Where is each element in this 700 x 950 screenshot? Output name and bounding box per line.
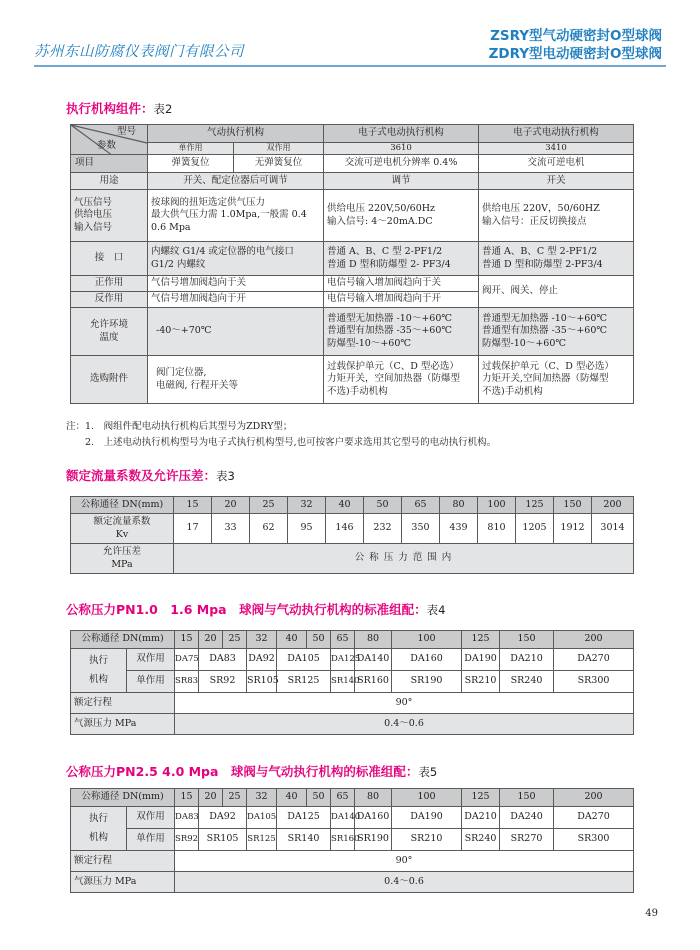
dn-cell: 32: [288, 497, 326, 514]
ambient-3410: 普通型无加热器 -10～+60℃ 普通型有加热器 -35～+60℃ 防爆型-10～+60℃: [479, 308, 634, 356]
port-pneumatic: 内螺纹 G1/4 或定位器的电气接口 G1/2 内螺纹: [148, 242, 324, 276]
actuator-model-cell: SR140: [331, 671, 355, 693]
dn-cell: 25: [223, 631, 247, 649]
pn25-actuator-table: [70, 788, 634, 893]
dn-cell: 25: [250, 497, 288, 514]
actuator-model-cell: DA160: [355, 807, 392, 829]
actuator-model-cell: SR105: [199, 829, 247, 851]
actuator-model-cell: SR240: [462, 829, 500, 851]
dn-cell: 65: [402, 497, 440, 514]
product-title-pneumatic: ZSRY型气动硬密封O型球阀: [490, 28, 662, 44]
ambient-pneumatic: -40～+70℃: [148, 308, 324, 356]
table-number: 表4: [426, 603, 446, 617]
double-acting-label: 双作用: [127, 807, 175, 829]
stroke-label: 额定行程: [71, 851, 175, 872]
sub-header-3610: 3610: [324, 143, 479, 155]
supply-3610: 供给电压 220V,50/60Hz 输入信号: 4～20mA.DC: [324, 190, 479, 242]
double-acting-label: 双作用: [127, 649, 175, 671]
dn-cell: 65: [331, 631, 355, 649]
table-number: 表2: [153, 102, 173, 116]
table-number: 表5: [418, 765, 438, 779]
dn-cell: 40: [326, 497, 364, 514]
section-title-text: 额定流量系数及允许压差：: [66, 468, 217, 483]
section-title-actuator: [66, 99, 172, 117]
dn-cell: 25: [223, 789, 247, 807]
actuator-model-cell: SR160: [355, 671, 392, 693]
pressure-diff-label: 允许压差 MPa: [71, 544, 174, 574]
actuator-model-cell: DA270: [554, 807, 634, 829]
actuator-model-cell: DA105: [247, 807, 277, 829]
kv-cell: 439: [440, 514, 478, 544]
actuator-model-cell: DA140: [331, 807, 355, 829]
actuator-model-cell: DA160: [392, 649, 462, 671]
page-number: 49: [645, 908, 658, 919]
motor-3410-cell: 交流可逆电机: [479, 155, 634, 173]
single-acting-label: 单作用: [127, 671, 175, 693]
actuator-model-cell: DA190: [462, 649, 500, 671]
actuator-model-cell: DA92: [247, 649, 277, 671]
air-supply-label: 气源压力 MPa: [71, 872, 175, 893]
actuator-model-cell: DA75: [175, 649, 199, 671]
dn-cell: 20: [199, 789, 223, 807]
dn-cell: 125: [462, 789, 500, 807]
actuator-model-cell: DA140: [355, 649, 392, 671]
dn-cell: 80: [355, 789, 392, 807]
company-name: 苏州东山防腐仪表阀门有限公司: [34, 44, 244, 60]
row-label-item: 项目: [71, 155, 148, 173]
actuator-model-cell: SR210: [462, 671, 500, 693]
port-3410: 普通 A、B、C 型 2-PF1/2 普通 D 型和防爆型 2-PF3/4: [479, 242, 634, 276]
actuator-model-cell: SR270: [500, 829, 554, 851]
stroke-value: 90°: [175, 851, 634, 872]
dn-label: 公称通径 DN(mm): [71, 789, 175, 807]
note-1: 注：1. 阀组件配电动执行机构后其型号为ZDRY型；: [66, 421, 293, 432]
air-supply-value: 0.4～0.6: [175, 714, 634, 735]
kv-cell: 1205: [516, 514, 554, 544]
spring-return-cell: 弹簧复位: [148, 155, 234, 173]
dn-cell: 100: [478, 497, 516, 514]
use-pneumatic: 开关、配定位器后可调节: [148, 173, 324, 190]
actuator-label: 执行 机构: [71, 649, 127, 693]
motor-3610-cell: 交流可逆电机分辨率 0.4%: [324, 155, 479, 173]
actuator-model-cell: SR92: [175, 829, 199, 851]
kv-cell: 62: [250, 514, 288, 544]
section-title-pn10: [66, 600, 445, 618]
dn-cell: 100: [392, 789, 462, 807]
kv-label: 额定流量系数 Kv: [71, 514, 174, 544]
dn-cell: 125: [516, 497, 554, 514]
dn-cell: 100: [392, 631, 462, 649]
header-rule: [34, 65, 666, 67]
air-supply-label: 气源压力 MPa: [71, 714, 175, 735]
actuator-model-cell: DA83: [199, 649, 247, 671]
corner-param-label: 参数: [97, 140, 117, 151]
actuator-model-cell: SR160: [331, 829, 355, 851]
actuator-model-cell: SR190: [355, 829, 392, 851]
sub-header-single: 单作用: [148, 143, 234, 155]
row-label-ambient: 允许环境 温度: [71, 308, 148, 356]
pressure-diff-value: 公 称 压 力 范 围 内: [174, 544, 634, 574]
stroke-label: 额定行程: [71, 693, 175, 714]
supply-3410: 供给电压 220V，50/60HZ 输入信号：正反切换接点: [479, 190, 634, 242]
actuator-model-cell: DA270: [554, 649, 634, 671]
dn-cell: 200: [592, 497, 634, 514]
direct-electric: 电信号输入增加阀趋向于关: [324, 276, 479, 292]
dn-cell: 20: [199, 631, 223, 649]
dn-cell: 65: [331, 789, 355, 807]
actuator-label: 执行 机构: [71, 807, 127, 851]
actuator-model-cell: SR140: [277, 829, 331, 851]
kv-cell: 232: [364, 514, 402, 544]
actuator-model-cell: SR125: [247, 829, 277, 851]
actuator-model-cell: DA125: [277, 807, 331, 829]
actuator-model-cell: SR300: [554, 829, 634, 851]
col-header-pneumatic: 气动执行机构: [148, 125, 324, 143]
dn-cell: 200: [554, 631, 634, 649]
row-label-supply: 气压信号 供给电压 输入信号: [71, 190, 148, 242]
pn10-actuator-table: [70, 630, 634, 735]
dn-cell: 32: [247, 631, 277, 649]
dn-cell: 40: [277, 631, 307, 649]
kv-cell: 33: [212, 514, 250, 544]
actuator-model-cell: DA105: [277, 649, 331, 671]
actuator-model-cell: SR300: [554, 671, 634, 693]
actuator-model-cell: DA210: [462, 807, 500, 829]
onoff-electric: 阀开、阀关、停止: [479, 276, 634, 308]
row-label-port: 接 口: [71, 242, 148, 276]
dn-cell: 80: [355, 631, 392, 649]
table-corner-header: [71, 125, 148, 155]
row-label-use: 用途: [71, 173, 148, 190]
actuator-model-cell: SR92: [199, 671, 247, 693]
single-acting-label: 单作用: [127, 829, 175, 851]
no-spring-return-cell: 无弹簧复位: [234, 155, 324, 173]
section-title-text: 公称压力PN2.5 4.0 Mpa 球阀与气动执行机构的标准组配：: [66, 764, 419, 779]
section-title-text: 公称压力PN1.0 1.6 Mpa 球阀与气动执行机构的标准组配：: [66, 602, 427, 617]
dn-cell: 50: [364, 497, 402, 514]
section-title-flow: [66, 466, 235, 484]
product-title-electric: ZDRY型电动硬密封O型球阀: [488, 46, 662, 62]
kv-cell: 17: [174, 514, 212, 544]
dn-cell: 200: [554, 789, 634, 807]
reverse-pneumatic: 气信号增加阀趋向于开: [148, 292, 324, 308]
row-label-accessories: 选购附件: [71, 356, 148, 404]
section-title-text: 执行机构组件：: [66, 101, 154, 116]
direct-pneumatic: 气信号增加阀趋向于关: [148, 276, 324, 292]
actuator-model-cell: DA92: [199, 807, 247, 829]
port-3610: 普通 A、B、C 型 2-PF1/2 普通 D 型和防爆型 2- PF3/4: [324, 242, 479, 276]
dn-cell: 15: [174, 497, 212, 514]
col-header-electric-3410: 电子式电动执行机构: [479, 125, 634, 143]
actuator-components-table: [70, 124, 634, 404]
accessories-3610: 过载保护单元（C、D 型必选） 力矩开关，空间加热器（防爆型 不选)手动机构: [324, 356, 479, 404]
actuator-model-cell: DA83: [175, 807, 199, 829]
kv-cell: 1912: [554, 514, 592, 544]
flow-coefficient-table: [70, 496, 634, 574]
sub-header-3410: 3410: [479, 143, 634, 155]
kv-cell: 95: [288, 514, 326, 544]
dn-cell: 15: [175, 631, 199, 649]
section-title-pn25: [66, 762, 437, 780]
reverse-electric: 电信号输入增加阀趋向于开: [324, 292, 479, 308]
corner-model-label: 型号: [117, 126, 137, 137]
kv-cell: 350: [402, 514, 440, 544]
actuator-model-cell: SR240: [500, 671, 554, 693]
dn-label: 公称通径 DN(mm): [71, 631, 175, 649]
use-3410: 开关: [479, 173, 634, 190]
accessories-pneumatic: 阀门定位器, 电磁阀, 行程开关等: [148, 356, 324, 404]
actuator-model-cell: DA190: [392, 807, 462, 829]
kv-cell: 810: [478, 514, 516, 544]
kv-cell: 3014: [592, 514, 634, 544]
supply-pneumatic: 按球阀的扭矩选定供气压力 最大供气压力需 1.0Mpa,一般需 0.4 0.6 Mpa: [148, 190, 324, 242]
dn-cell: 80: [440, 497, 478, 514]
note-2: 2. 上述电动执行机构型号为电子式执行机构型号,也可按客户要求选用其它型号的电动执行机构。: [66, 437, 497, 448]
actuator-model-cell: DA125: [331, 649, 355, 671]
kv-cell: 146: [326, 514, 364, 544]
actuator-model-cell: DA210: [500, 649, 554, 671]
table-number: 表3: [216, 469, 235, 483]
dn-cell: 15: [175, 789, 199, 807]
actuator-model-cell: SR83: [175, 671, 199, 693]
sub-header-double: 双作用: [234, 143, 324, 155]
ambient-3610: 普通型无加热器 -10～+60℃ 普通型有加热器 -35～+60℃ 防爆型-10～+60℃: [324, 308, 479, 356]
actuator-model-cell: SR190: [392, 671, 462, 693]
dn-cell: 150: [500, 789, 554, 807]
col-header-electric-3610: 电子式电动执行机构: [324, 125, 479, 143]
dn-cell: 32: [247, 789, 277, 807]
dn-cell: 50: [307, 789, 331, 807]
dn-cell: 40: [277, 789, 307, 807]
dn-cell: 50: [307, 631, 331, 649]
use-3610: 调节: [324, 173, 479, 190]
stroke-value: 90°: [175, 693, 634, 714]
dn-cell: 125: [462, 631, 500, 649]
air-supply-value: 0.4～0.6: [175, 872, 634, 893]
dn-label: 公称通径 DN(mm): [71, 497, 174, 514]
actuator-model-cell: SR105: [247, 671, 277, 693]
actuator-model-cell: SR125: [277, 671, 331, 693]
row-label-direct: 正作用: [71, 276, 148, 292]
accessories-3410: 过载保护单元（C、D 型必选） 力矩开关,空间加热器（防爆型 不选)手动机构: [479, 356, 634, 404]
row-label-reverse: 反作用: [71, 292, 148, 308]
dn-cell: 150: [500, 631, 554, 649]
dn-cell: 150: [554, 497, 592, 514]
actuator-model-cell: SR210: [392, 829, 462, 851]
dn-cell: 20: [212, 497, 250, 514]
actuator-model-cell: DA240: [500, 807, 554, 829]
